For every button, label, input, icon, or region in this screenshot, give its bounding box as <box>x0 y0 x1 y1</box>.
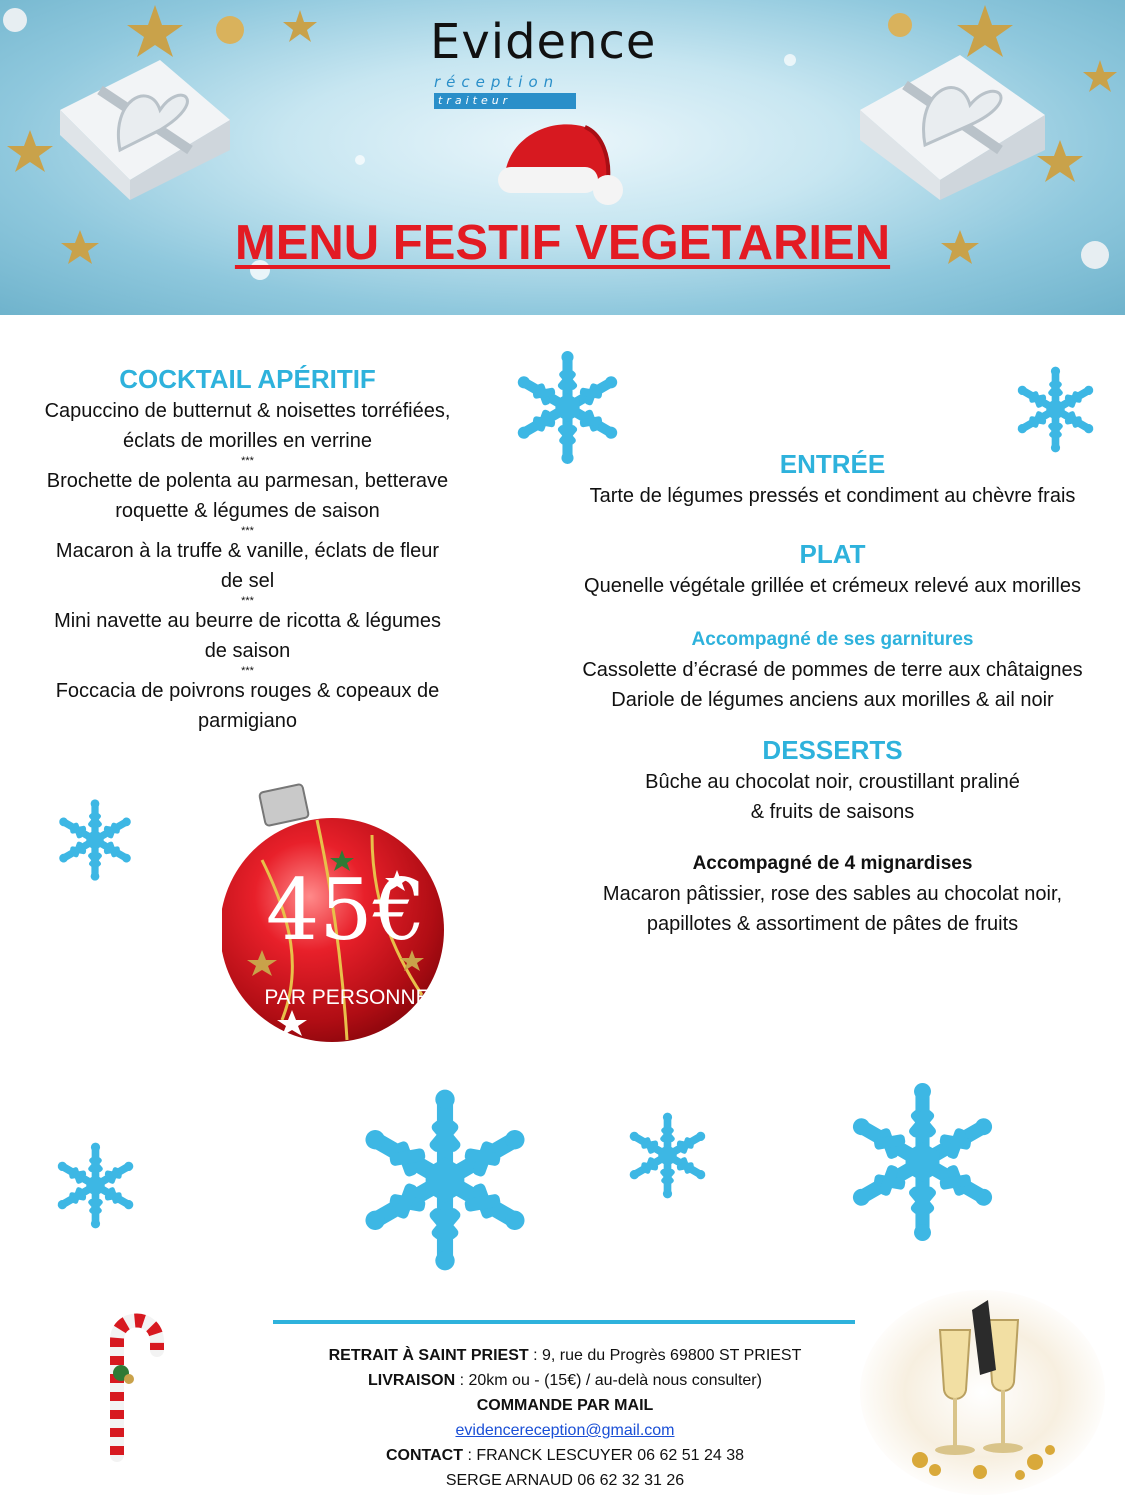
dessert-item: & fruits de saisons <box>750 801 915 823</box>
menu-title: MENU FESTIF VEGETARIEN <box>234 216 891 270</box>
plat-item: Quenelle végétale grillée et crémeux relevé aux morilles <box>584 575 1081 597</box>
contact-line-2: SERGE ARNAUD 06 62 32 31 26 <box>445 1472 685 1489</box>
order-line <box>270 1393 860 1418</box>
email-link[interactable]: evidencereception@gmail.com <box>455 1422 675 1439</box>
separator: *** <box>241 525 254 537</box>
cocktail-item: Capuccino de butternut & noisettes torréfiées, <box>44 400 451 422</box>
mignardises-item: papillotes & assortiment de pâtes de fruits <box>646 913 1019 935</box>
cocktail-title: COCKTAIL APÉRITIF <box>119 364 376 394</box>
mignardises-title: Accompagné de 4 mignardises <box>692 853 973 874</box>
cocktail-item: de sel <box>220 570 275 592</box>
logo-tag: traiteur <box>438 94 512 107</box>
garnish-title: Accompagné de ses garnitures <box>691 629 974 650</box>
desserts-title: DESSERTS <box>762 735 903 765</box>
logo-wordmark: Evidence <box>430 14 657 70</box>
pickup-label: RETRAIT À SAINT PRIEST <box>328 1347 529 1364</box>
header-banner <box>0 0 1125 315</box>
garnish-item: Dariole de légumes anciens aux morilles & ail noir <box>611 689 1054 711</box>
garnish-item: Cassolette d’écrasé de pommes de terre aux châtaignes <box>582 659 1083 681</box>
brand-logo <box>430 14 740 107</box>
dessert-item: Bûche au chocolat noir, croustillant praliné <box>645 771 1020 793</box>
entree-title: ENTRÉE <box>779 449 886 479</box>
price-per-person: PAR PERSONNE <box>264 986 430 1009</box>
contact-line <box>270 1443 860 1468</box>
cocktail-item: parmigiano <box>198 710 297 732</box>
separator: *** <box>241 455 254 467</box>
snowflake-icon <box>48 1138 143 1233</box>
cocktail-item: Mini navette au beurre de ricotta & légumes <box>54 610 441 632</box>
pickup-line <box>270 1343 860 1368</box>
contact-label: CONTACT <box>385 1447 463 1464</box>
pickup-address: : 9, rue du Progrès 69800 ST PRIEST <box>528 1347 802 1364</box>
order-label: COMMANDE PAR MAIL <box>476 1397 654 1414</box>
champagne-glasses-icon <box>860 1290 1105 1495</box>
cocktail-item: éclats de morilles en verrine <box>123 430 372 452</box>
separator: *** <box>241 595 254 607</box>
snowflake-icon <box>50 795 140 885</box>
cocktail-item: Foccacia de poivrons rouges & copeaux de <box>55 680 440 702</box>
cocktail-item: Macaron à la truffe & vanille, éclats de fleur <box>55 540 440 562</box>
logo-subtitle: réception <box>434 73 560 91</box>
separator: *** <box>241 665 254 677</box>
cocktail-section <box>0 362 495 736</box>
cocktail-item: Brochette de polenta au parmesan, betterave <box>46 470 449 492</box>
price-amount: 45€ <box>265 861 427 959</box>
champagne-glasses-drawing <box>860 1290 1105 1495</box>
delivery-label: LIVRAISON <box>368 1372 456 1389</box>
delivery-line <box>270 1368 860 1393</box>
snowflake-icon <box>835 1073 1010 1251</box>
logo-tag-bar <box>434 93 576 109</box>
footer-divider <box>273 1320 855 1324</box>
cocktail-item: roquette & légumes de saison <box>115 500 380 522</box>
snowflake-icon <box>620 1108 715 1203</box>
footer-contact <box>270 1343 860 1493</box>
snowflake-icon <box>345 1070 545 1290</box>
email-line <box>270 1418 860 1443</box>
contact-info: : FRANCK LESCUYER 06 62 51 24 38 <box>463 1447 745 1464</box>
snowflake-icon <box>1008 362 1103 457</box>
mignardises-item: Macaron pâtissier, rose des sables au chocolat noir, <box>602 883 1063 905</box>
page-title <box>0 215 1125 271</box>
menu-courses <box>540 447 1125 939</box>
santa-hat-icon <box>490 112 630 212</box>
plat-title: PLAT <box>799 539 866 569</box>
delivery-info: : 20km ou - (15€) / au-delà nous consulter) <box>455 1372 762 1389</box>
cocktail-item: de saison <box>204 640 291 662</box>
candy-cane-icon <box>95 1295 175 1465</box>
entree-item: Tarte de légumes pressés et condiment au chèvre frais <box>589 485 1076 507</box>
